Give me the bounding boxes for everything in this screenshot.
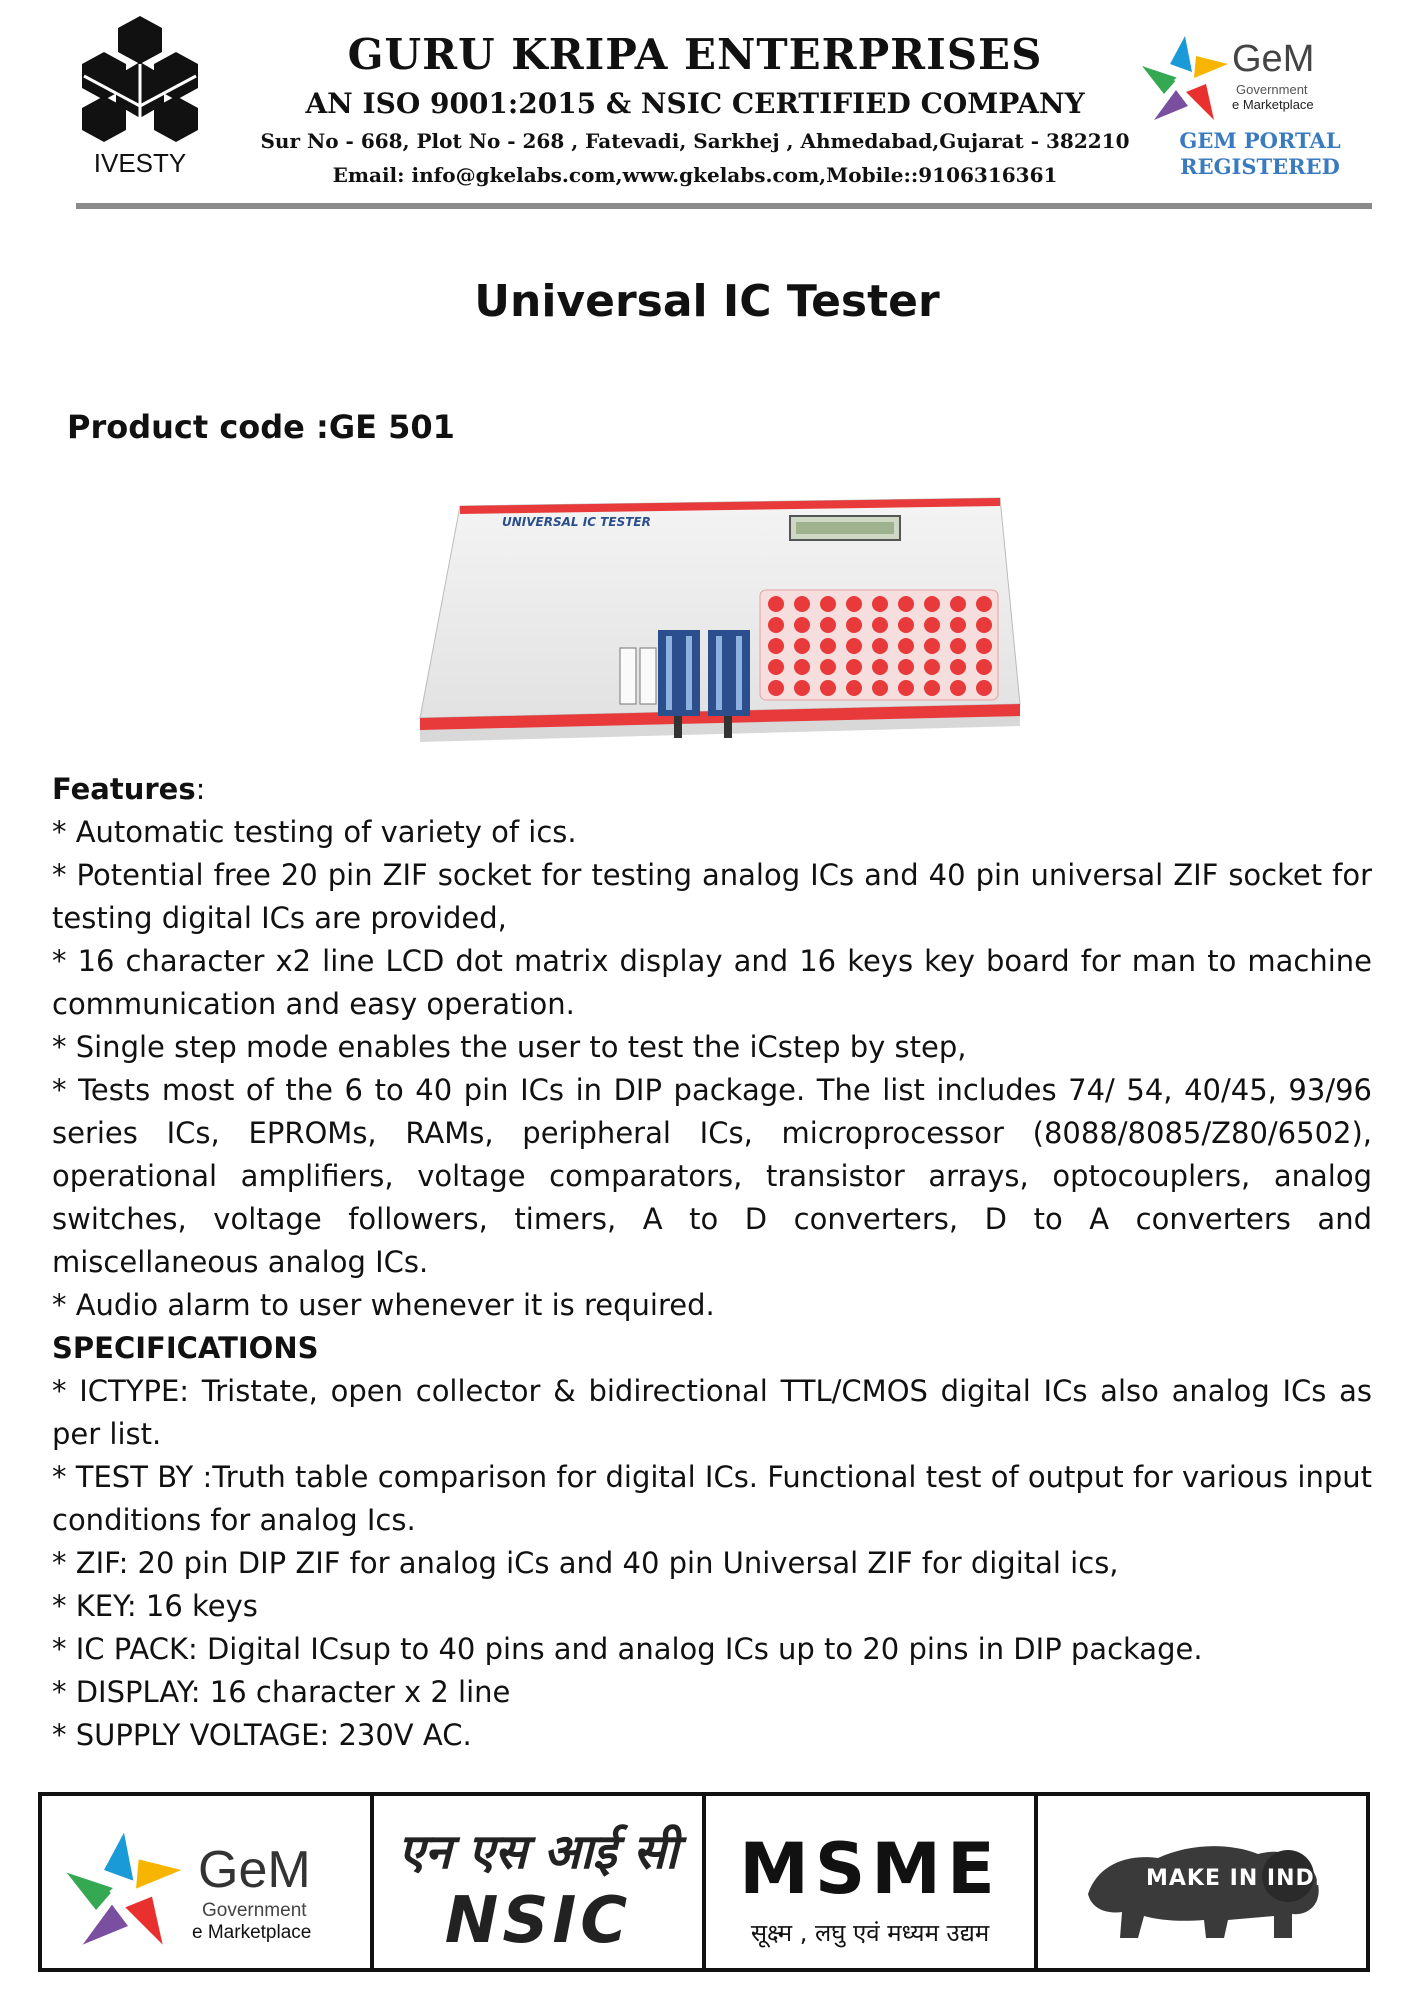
footer-make-in-india-logo — [1038, 1796, 1366, 1968]
company-address: Sur No - 668, Plot No - 268 , Fatevadi, Sarkhej , Ahmedabad,Gujarat - 382210 — [260, 129, 1130, 153]
portal-line-1: GEM PORTAL — [1179, 128, 1341, 153]
keypad-key — [924, 638, 940, 654]
feature-item: * Single step mode enables the user to test the iCstep by step, — [52, 1030, 967, 1064]
footer-gem-logo — [42, 1796, 374, 1968]
keypad-key — [794, 596, 810, 612]
keypad-key — [846, 617, 862, 633]
keypad-key — [820, 638, 836, 654]
footer-gem-marketplace: e Marketplace — [192, 1922, 312, 1943]
keypad-key — [976, 617, 992, 633]
product-code: Product code :GE 501 — [67, 408, 455, 446]
msme-wordmark: MSME — [739, 1828, 1001, 1910]
footer-logo-strip — [38, 1792, 1370, 1972]
keypad-key — [976, 680, 992, 696]
portal-line-2: REGISTERED — [1180, 154, 1340, 179]
keypad-key — [846, 680, 862, 696]
gem-star-icon — [64, 1830, 184, 1950]
keypad-key — [820, 617, 836, 633]
keypad-key — [768, 596, 784, 612]
keypad-key — [898, 680, 914, 696]
keypad-key — [872, 659, 888, 675]
keypad-key — [820, 659, 836, 675]
company-contact: Email: info@gkelabs.com,www.gkelabs.com,Mobile::9106316361 — [332, 163, 1058, 187]
footer-gem-wordmark: GeM — [198, 1841, 311, 1899]
feature-item: * Audio alarm to user whenever it is required. — [52, 1288, 715, 1322]
keypad-key — [924, 659, 940, 675]
gem-wordmark: GeM — [1232, 38, 1315, 80]
keypad-key — [898, 659, 914, 675]
keypad-key — [820, 680, 836, 696]
spec-item: * KEY: 16 keys — [52, 1589, 258, 1623]
document-body — [52, 768, 1372, 1757]
make-in-india-text: MAKE IN INDIA — [1146, 1866, 1342, 1891]
keypad-key — [820, 596, 836, 612]
keypad-key — [768, 680, 784, 696]
keypad-key — [872, 596, 888, 612]
keypad-key — [768, 617, 784, 633]
footer-gem-government: Government — [202, 1900, 307, 1921]
ic-tester-illustration — [410, 480, 1030, 770]
product-photo — [410, 480, 1030, 770]
keypad-key — [924, 596, 940, 612]
keypad-key — [950, 659, 966, 675]
feature-item: * Tests most of the 6 to 40 pin ICs in DIP package. The list includes 74/ 54, 40/45, 93/96 series ICs, EPROMs, RAMs, peripheral ICs, microprocessor (8088/8085/Z80/6502), operational amplifiers, voltage comparators, transistor arrays, optocouplers, analog switches, voltage followers, timers, A to D converters, D to A converters and miscellaneous analog ICs. — [52, 1073, 1372, 1279]
gem-government-text: Government — [1236, 82, 1308, 97]
ivesty-logo-text: IVESTY — [93, 148, 187, 178]
certification-line: AN ISO 9001:2015 & NSIC CERTIFIED COMPANY — [305, 87, 1085, 120]
feature-item: * Potential free 20 pin ZIF socket for testing analog ICs and 40 pin universal ZIF socket for testing digital ICs are provided, — [52, 858, 1372, 935]
keypad-key — [794, 638, 810, 654]
features-heading: Features — [52, 772, 196, 806]
keypad-key — [950, 680, 966, 696]
keypad-key — [976, 659, 992, 675]
spec-item: * IC PACK: Digital ICsup to 40 pins and analog ICs up to 20 pins in DIP package. — [52, 1632, 1203, 1666]
keypad-key — [794, 659, 810, 675]
nsic-hindi-text: एन एस आई सी — [398, 1824, 678, 1880]
feature-item: * 16 character x2 line LCD dot matrix display and 16 keys key board for man to machine communication and easy operation. — [52, 944, 1372, 1021]
feature-item: * Automatic testing of variety of ics. — [52, 815, 577, 849]
keypad-key — [924, 617, 940, 633]
keypad-key — [950, 638, 966, 654]
keypad-key — [950, 617, 966, 633]
keypad-key — [950, 596, 966, 612]
keypad-key — [846, 659, 862, 675]
spec-item: * DISPLAY: 16 character x 2 line — [52, 1675, 511, 1709]
spec-item: * ICTYPE: Tristate, open collector & bidirectional TTL/CMOS digital ICs also analog ICs as per list. — [52, 1374, 1372, 1451]
keypad-key — [898, 596, 914, 612]
keypad-key — [898, 617, 914, 633]
ivesty-logo — [70, 16, 210, 186]
header-divider — [76, 203, 1372, 209]
keypad-key — [872, 680, 888, 696]
spec-item: * ZIF: 20 pin DIP ZIF for analog iCs and 40 pin Universal ZIF for digital ics, — [52, 1546, 1119, 1580]
features-heading-line — [52, 768, 1372, 811]
keypad-key — [794, 617, 810, 633]
tester-label: UNIVERSAL IC TESTER — [502, 515, 651, 529]
keypad-key — [794, 680, 810, 696]
company-name: GURU KRIPA ENTERPRISES — [347, 30, 1043, 79]
keypad-key — [976, 638, 992, 654]
specifications-heading: SPECIFICATIONS — [52, 1331, 319, 1365]
keypad-key — [924, 680, 940, 696]
gem-star-icon — [1140, 34, 1230, 124]
keypad-key — [768, 659, 784, 675]
gem-portal-registered — [1140, 128, 1380, 180]
gem-portal-badge — [1140, 30, 1380, 190]
keypad-key — [846, 638, 862, 654]
keypad-key — [872, 638, 888, 654]
features-heading-colon: : — [195, 772, 206, 806]
company-header — [245, 28, 1145, 192]
cube-cluster-icon — [80, 16, 200, 146]
keypad-key — [976, 596, 992, 612]
footer-nsic-logo — [374, 1796, 706, 1968]
spec-item: * SUPPLY VOLTAGE: 230V AC. — [52, 1718, 472, 1752]
gem-marketplace-text: e Marketplace — [1232, 97, 1314, 112]
nsic-latin-text: NSIC — [444, 1884, 632, 1958]
msme-hindi-text: सूक्ष्म , लघु एवं मध्यम उद्यम — [750, 1919, 990, 1947]
keypad-key — [768, 638, 784, 654]
spec-item: * TEST BY :Truth table comparison for digital ICs. Functional test of output for various input conditions for analog Ics. — [52, 1460, 1372, 1537]
keypad-key — [898, 638, 914, 654]
keypad-key — [846, 596, 862, 612]
keypad-key — [872, 617, 888, 633]
footer-msme-logo — [706, 1796, 1038, 1968]
page-title: Universal IC Tester — [474, 276, 940, 327]
